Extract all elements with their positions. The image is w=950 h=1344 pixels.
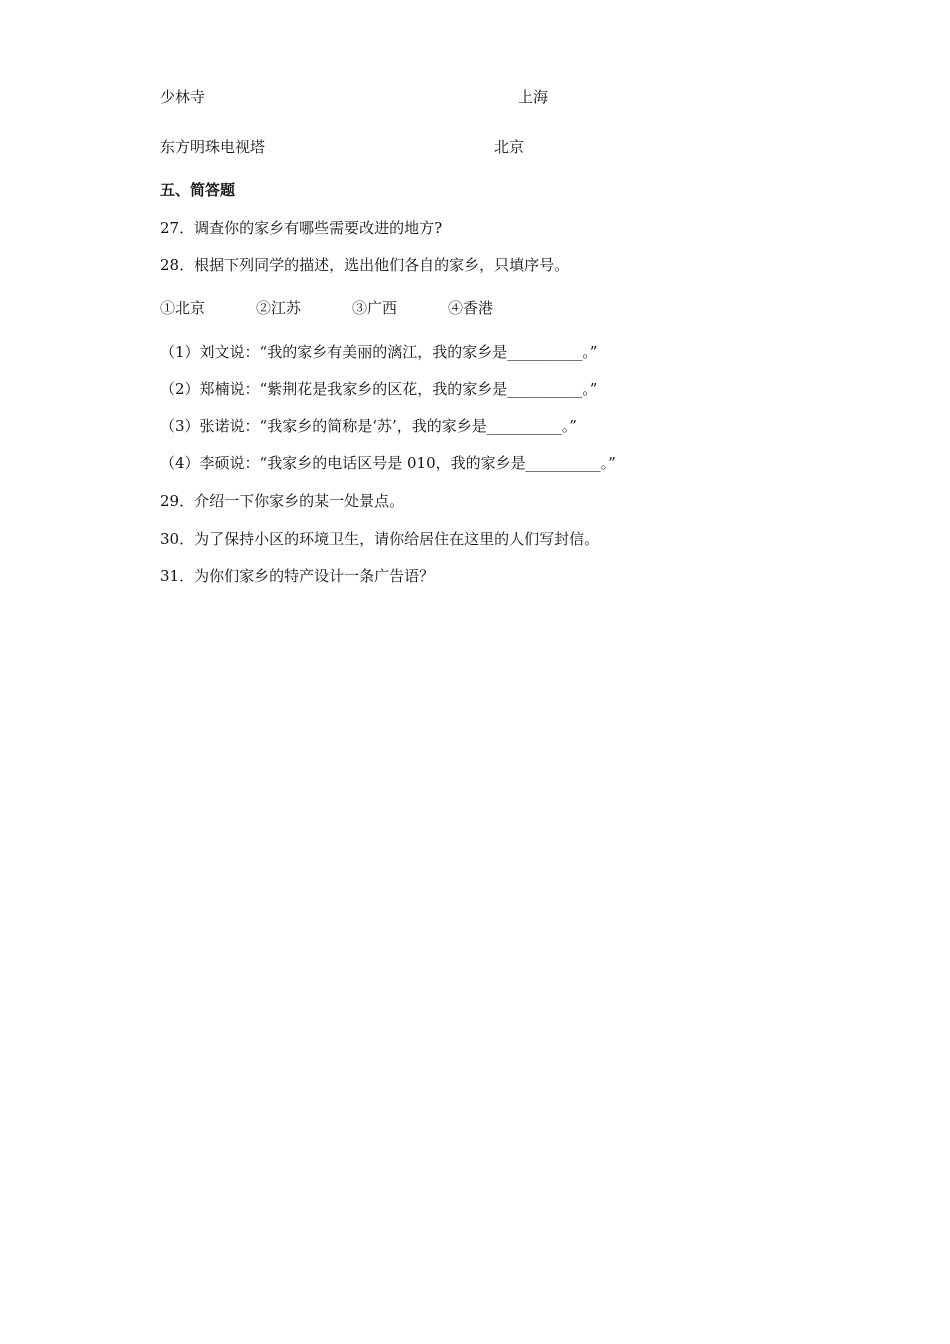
question-28-sub-1: （1）刘文说：“我的家乡有美丽的漓江，我的家乡是__________。”: [160, 343, 598, 361]
option-3: ③广西: [352, 299, 398, 317]
option-1: ①北京: [160, 299, 206, 317]
question-28: 28．根据下列同学的描述，选出他们各自的家乡，只填序号。: [160, 256, 570, 274]
question-30: 30．为了保持小区的环境卫生，请你给居住在这里的人们写封信。: [160, 530, 600, 548]
match-right-1: 上海: [518, 88, 549, 106]
option-2: ②江苏: [256, 299, 302, 317]
match-left-1: 少林寺: [160, 88, 206, 106]
match-right-2: 北京: [494, 138, 525, 156]
section-heading: 五、简答题: [160, 181, 236, 199]
question-29: 29．介绍一下你家乡的某一处景点。: [160, 492, 405, 510]
question-28-options: [160, 298, 493, 318]
match-left-2: 东方明珠电视塔: [160, 138, 266, 156]
question-28-sub-2: （2）郑楠说：“紫荆花是我家乡的区花，我的家乡是__________。”: [160, 380, 598, 398]
question-28-sub-4: （4）李硕说：“我家乡的电话区号是 010，我的家乡是__________。”: [160, 454, 616, 472]
option-4: ④香港: [448, 299, 494, 317]
question-27: 27．调查你的家乡有哪些需要改进的地方?: [160, 219, 443, 237]
question-28-sub-3: （3）张诺说：“我家乡的简称是‘苏’，我的家乡是__________。”: [160, 417, 577, 435]
question-31: 31．为你们家乡的特产设计一条广告语？: [160, 567, 435, 585]
